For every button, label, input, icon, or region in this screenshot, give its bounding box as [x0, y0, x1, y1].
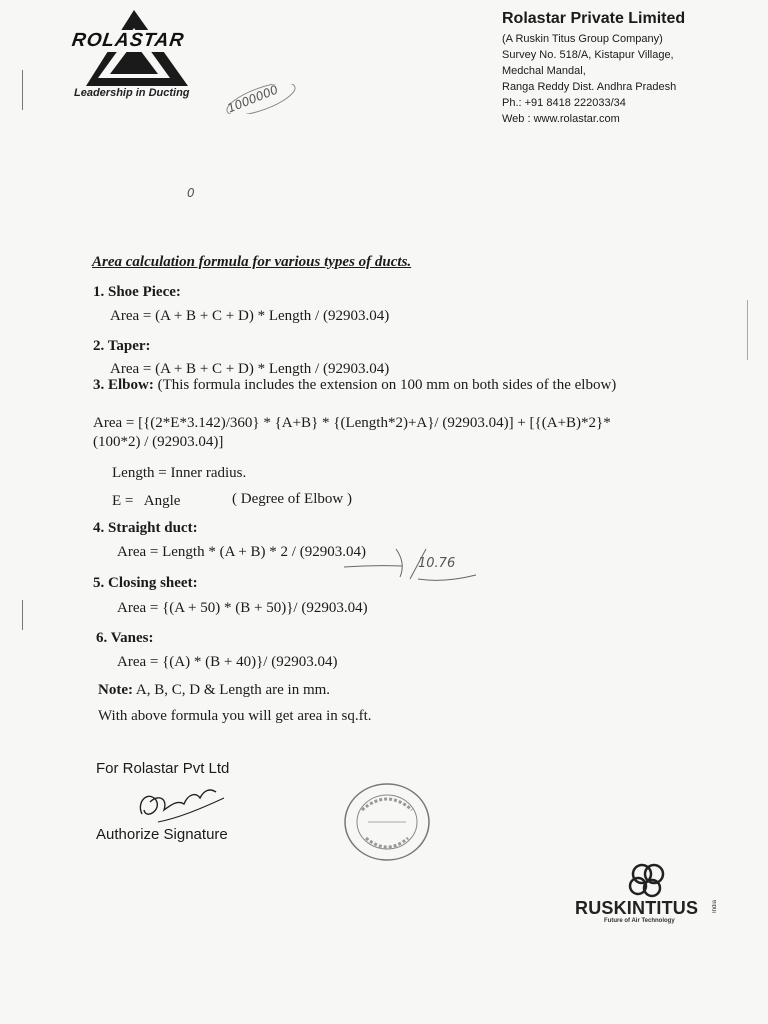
ruskin-titus-name: RUSKINTITUS [575, 898, 699, 918]
company-line: (A Ruskin Titus Group Company) [502, 33, 663, 45]
formula-taper: Area = (A + B + C + D) * Length / (92903.04) [110, 361, 390, 377]
authorize-signature-label: Authorize Signature [96, 826, 228, 843]
company-seal-stamp [340, 780, 434, 864]
logo-text: ROLASTAR [70, 30, 186, 51]
elbow-note-angle-desc: ( Degree of Elbow ) [232, 491, 352, 507]
company-line: Survey No. 518/A, Kistapur Village, [502, 49, 674, 61]
note-units: Note: A, B, C, D & Length are in mm. [98, 682, 331, 698]
handwritten-zero: 0 [187, 186, 195, 200]
section-title-taper: 2. Taper: [93, 338, 151, 354]
section-title-shoe: 1. Shoe Piece: [93, 284, 181, 300]
section-title-straight: 4. Straight duct: [93, 520, 198, 536]
scan-mark [22, 600, 23, 630]
formula-elbow: Area = [{(2*E*3.142)/360} * {A+B} * {(Length*2)+A}/ (92903.04)] + [{(A+B)*2}*(100*2) / (92903.04)] [93, 415, 611, 450]
formula-vanes: Area = {(A) * (B + 40)}/ (92903.04) [117, 654, 338, 670]
pencil-annotation [314, 545, 484, 585]
company-line: Ranga Reddy Dist. Andhra Pradesh [502, 81, 677, 93]
company-phone: Ph.: +91 8418 222033/34 [502, 97, 626, 109]
handwritten-number: 1000000 [225, 82, 281, 116]
ruskin-titus-logo-icon [626, 860, 670, 900]
elbow-note-length: Length = Inner radius. [112, 465, 247, 481]
elbow-description: (This formula includes the extension on 100 mm on both sides of the elbow) [153, 377, 617, 393]
handwritten-signature [128, 780, 228, 832]
scan-mark [22, 70, 23, 110]
logo-tagline: Leadership in Ducting [74, 87, 190, 99]
section-title-closing: 5. Closing sheet: [93, 575, 198, 591]
note-result: With above formula you will get area in sq.ft. [98, 708, 372, 724]
company-web: Web : www.rolastar.com [502, 113, 620, 125]
section-elbow-header [93, 376, 653, 395]
formula-shoe: Area = (A + B + C + D) * Length / (92903.04) [110, 308, 390, 324]
ruskin-titus-tagline: Future of Air Technology [604, 918, 675, 924]
company-line: Medchal Mandal, [502, 65, 586, 77]
company-name: Rolastar Private Limited [502, 10, 686, 27]
formula-straight: Area = Length * (A + B) * 2 / (92903.04) [117, 544, 366, 560]
company-address-block [502, 10, 742, 127]
section-title-elbow: 3. Elbow: [93, 377, 154, 393]
for-company-label: For Rolastar Pvt Ltd [96, 760, 230, 777]
document-heading: Area calculation formula for various types of ducts. [92, 254, 412, 270]
ruskin-titus-india: India [712, 900, 718, 914]
note-units-rest: A, B, C, D & Length are in mm. [132, 682, 331, 698]
section-title-vanes: 6. Vanes: [96, 630, 154, 646]
elbow-note-angle: E = Angle [112, 493, 181, 509]
handwritten-conversion-factor: 10.76 [418, 556, 456, 571]
formula-closing: Area = {(A + 50) * (B + 50)}/ (92903.04) [117, 600, 368, 616]
scan-mark [747, 300, 748, 360]
